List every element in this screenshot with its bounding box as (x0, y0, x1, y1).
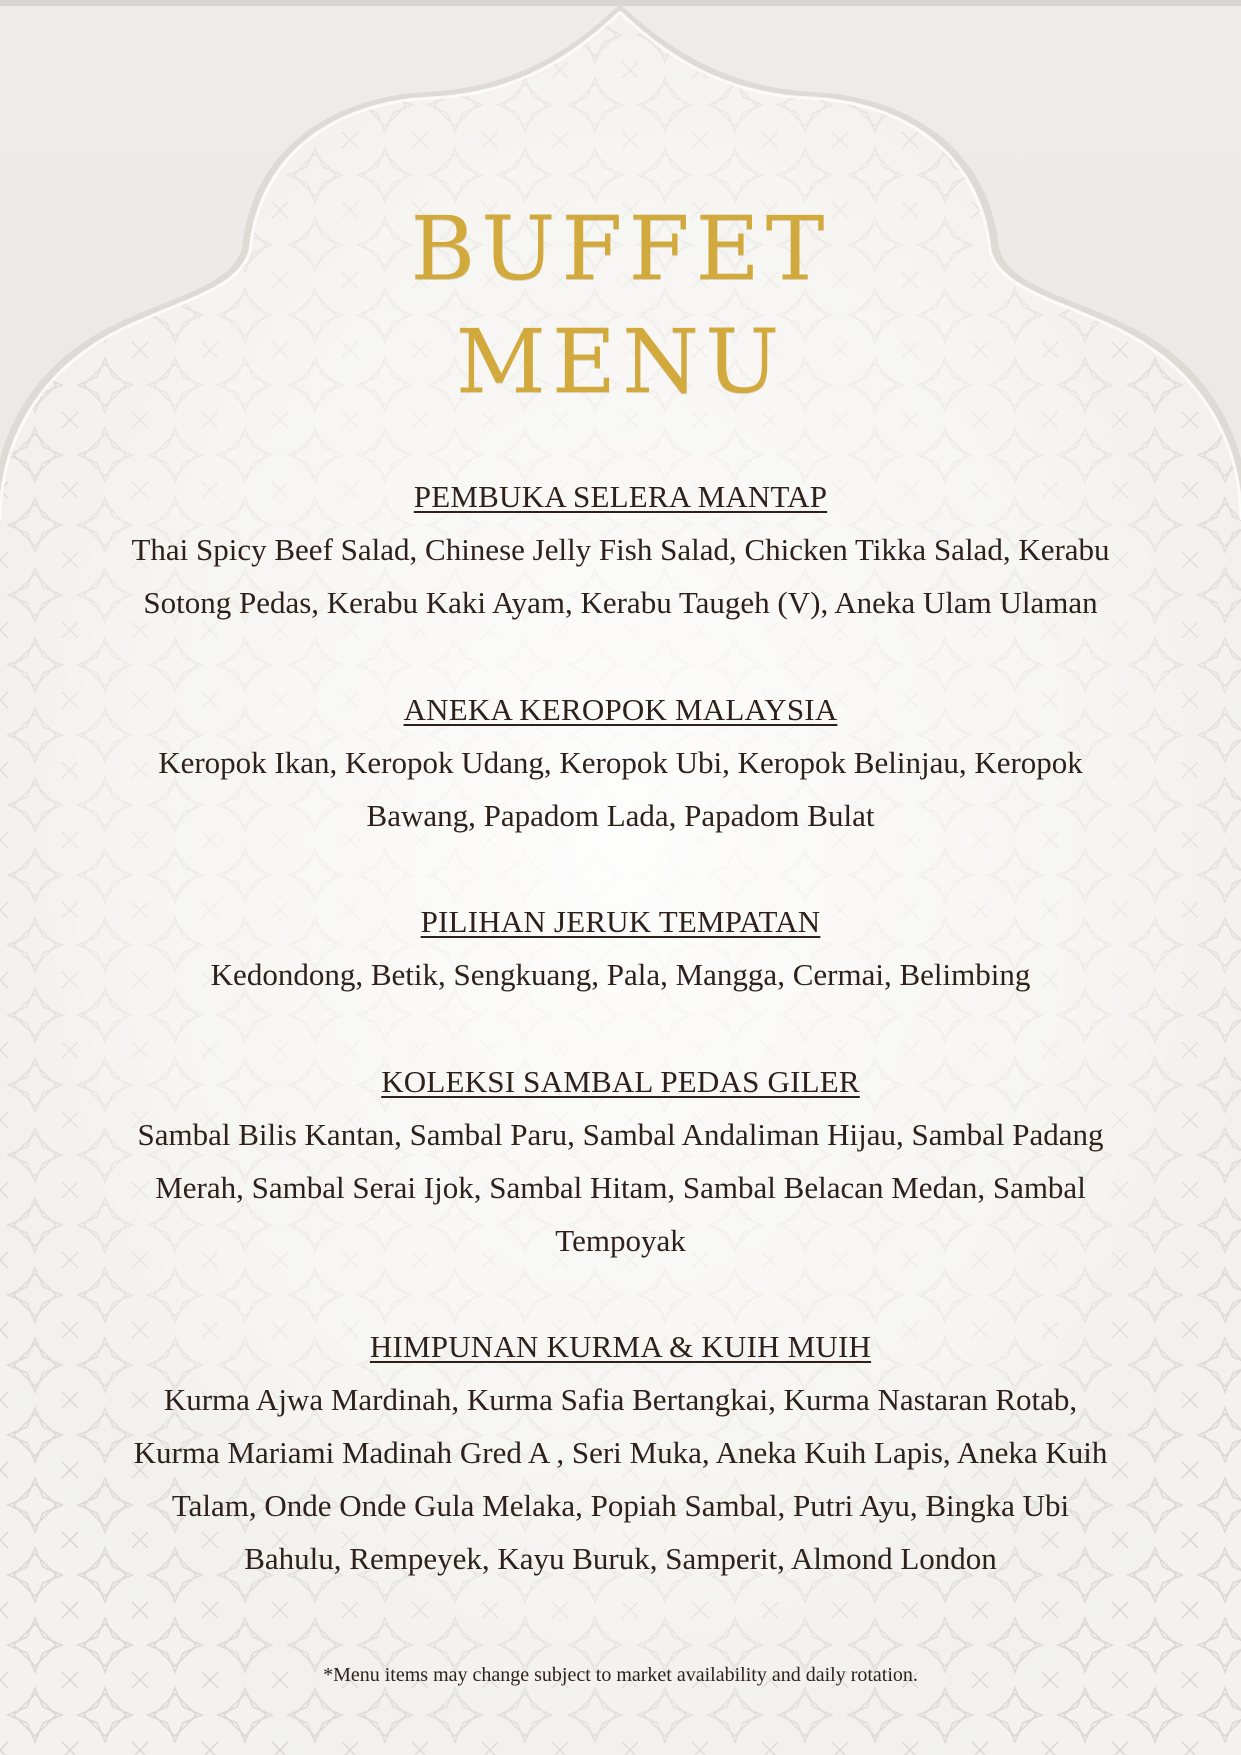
title-line-2: MENU (455, 310, 786, 413)
item-line: Bawang, Papadom Lada, Papadom Bulat (366, 798, 875, 834)
section-items (80, 523, 1161, 629)
section-heading: KOLEKSI SAMBAL PEDAS GILER (381, 1064, 860, 1099)
item-line: Thai Spicy Beef Salad, Chinese Jelly Fish Salad, Chicken Tikka Salad, Kerabu (131, 532, 1110, 568)
section-items (80, 1108, 1161, 1267)
item-line: Sotong Pedas, Kerabu Kaki Ayam, Kerabu Taugeh (V), Aneka Ulam Ulaman (143, 585, 1098, 621)
item-line: Bahulu, Rempeyek, Kayu Buruk, Samperit, Almond London (244, 1541, 997, 1577)
section-items (80, 1373, 1161, 1585)
section-items (80, 736, 1161, 842)
section-aneka-keropok (80, 691, 1161, 842)
item-line: Kurma Mariami Madinah Gred A , Seri Muka, Aneka Kuih Lapis, Aneka Kuih (133, 1435, 1108, 1471)
section-himpunan-kurma (80, 1328, 1161, 1585)
section-pilihan-jeruk (80, 903, 1161, 1001)
section-items (80, 948, 1161, 1001)
item-line: Talam, Onde Onde Gula Melaka, Popiah Sambal, Putri Ayu, Bingka Ubi (171, 1488, 1070, 1524)
item-line: Sambal Bilis Kantan, Sambal Paru, Sambal Andaliman Hijau, Sambal Padang (137, 1117, 1104, 1153)
title-line-1: BUFFET (410, 197, 831, 300)
section-heading: HIMPUNAN KURMA & KUIH MUIH (369, 1329, 872, 1364)
section-heading: PEMBUKA SELERA MANTAP (413, 479, 828, 514)
item-line: Kurma Ajwa Mardinah, Kurma Safia Bertangkai, Kurma Nastaran Rotab, (163, 1382, 1078, 1418)
item-line: Kedondong, Betik, Sengkuang, Pala, Mangga, Cermai, Belimbing (210, 957, 1031, 993)
section-heading: ANEKA KEROPOK MALAYSIA (403, 692, 838, 727)
item-line: Merah, Sambal Serai Ijok, Sambal Hitam, Sambal Belacan Medan, Sambal (155, 1170, 1086, 1206)
footnote: *Menu items may change subject to market availability and daily rotation. (323, 1664, 918, 1686)
item-line: Tempoyak (555, 1223, 686, 1259)
section-koleksi-sambal (80, 1063, 1161, 1267)
section-pembuka-selera (80, 478, 1161, 629)
item-line: Keropok Ikan, Keropok Udang, Keropok Ubi, Keropok Belinjau, Keropok (158, 745, 1083, 781)
section-heading: PILIHAN JERUK TEMPATAN (420, 904, 821, 939)
